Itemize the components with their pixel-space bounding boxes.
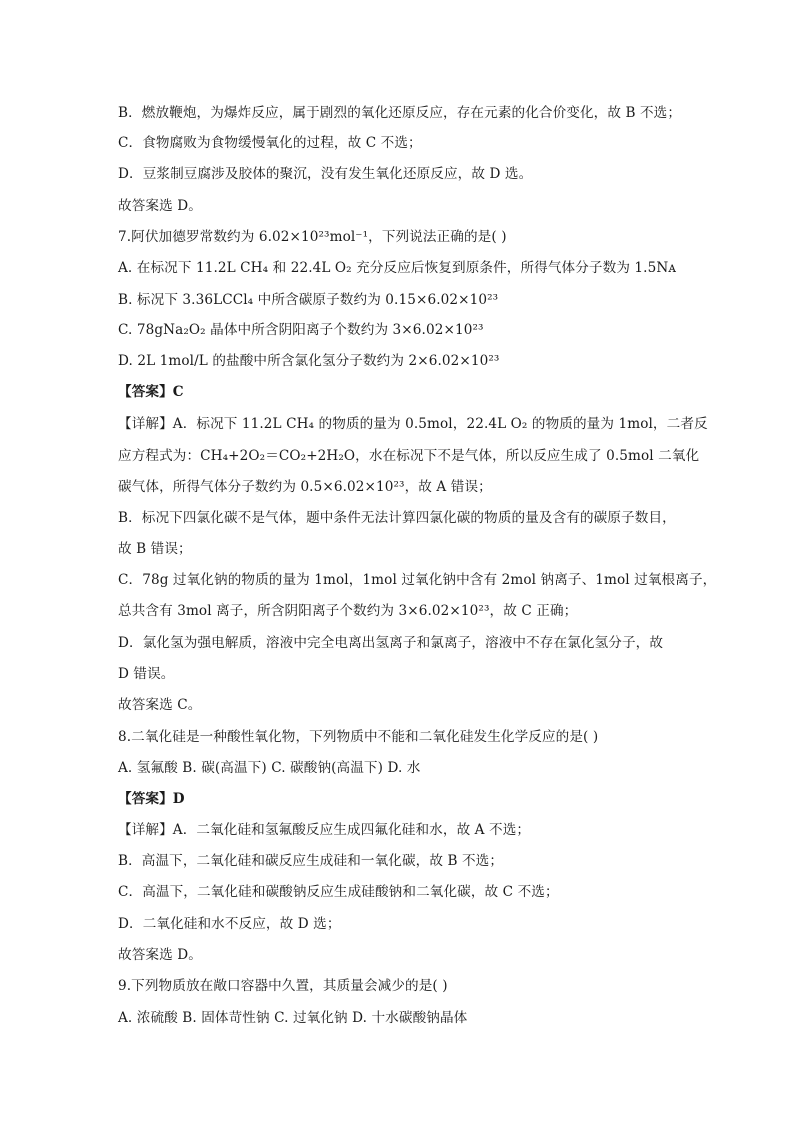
text-line: 故答案选 D。 <box>118 947 202 963</box>
explanation-line: B．标况下四氯化碳不是气体，题中条件无法计算四氯化碳的物质的量及含有的碳原子数目， <box>118 510 676 526</box>
text-line: B．燃放鞭炮，为爆炸反应，属于剧烈的氧化还原反应，存在元素的化合价变化，故 B 不选； <box>118 105 682 121</box>
explanation-line: D 错误。 <box>118 666 175 682</box>
option-b: B. 标况下 3.36LCCl₄ 中所含碳原子数约为 0.15×6.02×10²³ <box>118 292 499 308</box>
text-line: D．豆浆制豆腐涉及胶体的聚沉，没有发生氧化还原反应，故 D 选。 <box>118 166 533 182</box>
explanation-line: C．78g 过氧化钠的物质的量为 1mol，1mol 过氧化钠中含有 2mol 钠离子、1mol 过氧根离子， <box>118 572 717 588</box>
explanation-line: 【详解】A．二氧化硅和氢氟酸反应生成四氟化硅和水，故 A 不选； <box>118 822 531 838</box>
explanation-line: 总共含有 3mol 离子，所含阴阳离子个数约为 3×6.02×10²³，故 C 正确； <box>118 603 578 619</box>
answer-label: 【答案】C <box>118 384 184 400</box>
question-7: 7.阿伏加德罗常数约为 6.02×10²³mol⁻¹，下列说法正确的是( ) <box>118 229 507 245</box>
explanation-line: B．高温下，二氧化硅和碳反应生成硅和一氧化碳，故 B 不选； <box>118 853 504 869</box>
question-9: 9.下列物质放在敞口容器中久置，其质量会减少的是( ) <box>118 978 448 994</box>
text-line: C．食物腐败为食物缓慢氧化的过程，故 C 不选； <box>118 135 422 151</box>
explanation-line: D．氯化氢为强电解质，溶液中完全电离出氢离子和氯离子，溶液中不存在氯化氢分子，故 <box>118 635 664 651</box>
text-line: 故答案选 C。 <box>118 697 202 713</box>
option-a: A. 在标况下 11.2L CH₄ 和 22.4L O₂ 充分反应后恢复到原条件，所得气体分子数为 1.5Nᴀ <box>118 260 677 276</box>
option-c: C. 78gNa₂O₂ 晶体中所含阴阳离子个数约为 3×6.02×10²³ <box>118 322 484 338</box>
explanation-line: C．高温下，二氧化硅和碳酸钠反应生成硅酸钠和二氧化碳，故 C 不选； <box>118 884 559 900</box>
answer-label: 【答案】D <box>118 791 185 807</box>
explanation-line: 【详解】A．标况下 11.2L CH₄ 的物质的量为 0.5mol，22.4L O₂ 的物质的量为 1mol，二者反 <box>118 416 708 432</box>
option-d: D. 2L 1mol/L 的盐酸中所含氯化氢分子数约为 2×6.02×10²³ <box>118 353 500 369</box>
explanation-line: 故 B 错误； <box>118 541 192 557</box>
explanation-line: 碳气体，所得气体分子数约为 0.5×6.02×10²³，故 A 错误； <box>118 479 492 495</box>
text-line: 故答案选 D。 <box>118 198 202 214</box>
options-row: A. 浓硫酸 B. 固体苛性钠 C. 过氧化钠 D. 十水碳酸钠晶体 <box>118 1010 468 1026</box>
explanation-line: D．二氧化硅和水不反应，故 D 选； <box>118 916 341 932</box>
explanation-line: 应方程式为：CH₄+2O₂＝CO₂+2H₂O，水在标况下不是气体，所以反应生成了 0.5mol 二氧化 <box>118 448 700 464</box>
options-row: A. 氢氟酸 B. 碳(高温下) C. 碳酸钠(高温下) D. 水 <box>118 760 421 776</box>
question-8: 8.二氧化硅是一种酸性氧化物，下列物质中不能和二氧化硅发生化学反应的是( ) <box>118 729 599 745</box>
